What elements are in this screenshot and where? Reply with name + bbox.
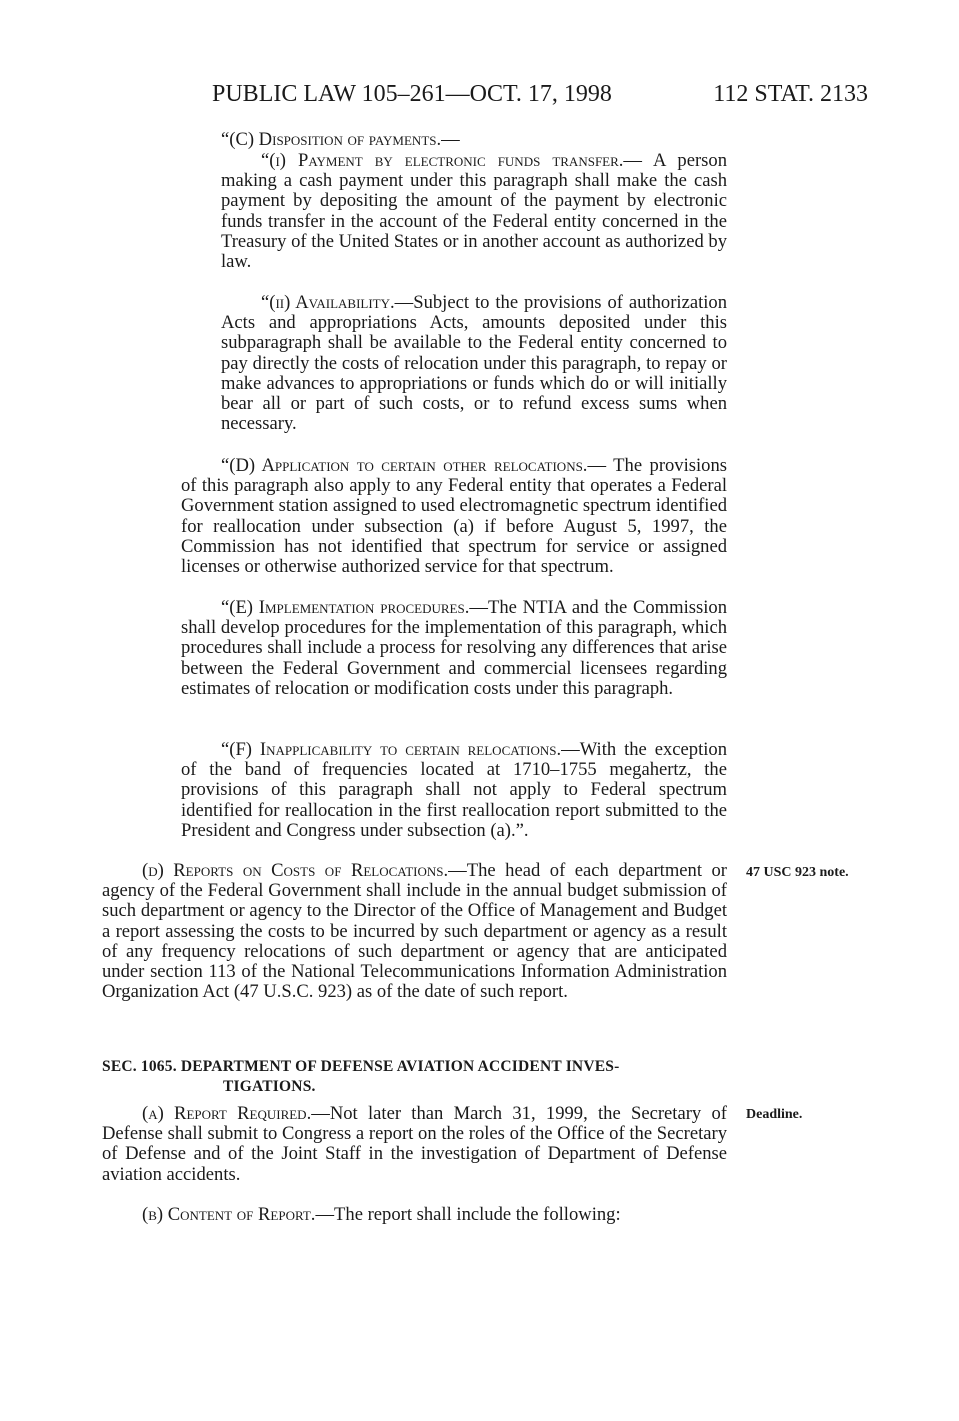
subsection-a-heading: (a) Report Required. bbox=[142, 1103, 312, 1124]
clause-c-i-heading: “(i) Payment by electronic funds transfer.— bbox=[261, 150, 643, 171]
subparagraph-e-heading: “(E) Implementation procedures. bbox=[221, 597, 470, 618]
subsection-d bbox=[102, 861, 727, 1002]
header-stat-page: 112 STAT. 2133 bbox=[713, 81, 868, 107]
running-header bbox=[212, 76, 868, 112]
subparagraph-d-text: The provisions of this paragraph also apply to any Federal entity that operates a Federal Government station assigned to used electromagnetic spectrum identified for reallocation under subsection (a) if before August 5, 1997, the Commission has not identified that spectrum for service or assigned licenses or otherwise authorized service for that spectrum. bbox=[181, 455, 727, 578]
subsection-d-heading: (d) Reports on Costs of Relocations. bbox=[142, 860, 449, 881]
section-heading-line-2: TIGATIONS. bbox=[223, 1078, 316, 1095]
clause-c-i-text: A person making a cash payment under this paragraph shall make the cash payment by depositing the amount of the payment by electronic funds transfer in the account of the Federal entity concerned in the Treasury of the United States or in another account as authorized by law. bbox=[221, 150, 727, 273]
subsection-b bbox=[102, 1205, 727, 1225]
subparagraph-d bbox=[181, 456, 727, 577]
section-1065-heading bbox=[102, 1057, 727, 1097]
subparagraph-f-text: —With the exception of the band of frequencies located at 1710–1755 megahertz, the provisions of this paragraph shall not apply to Federal spectrum identified for reallocation in the first reallocation report submitted to the President and Congress under subsection (a).”. bbox=[181, 739, 727, 841]
subparagraph-c-heading: “(C) Disposition of payments.— bbox=[221, 129, 460, 150]
margin-note-usc: 47 USC 923 note. bbox=[746, 865, 849, 880]
subparagraph-f bbox=[181, 740, 727, 841]
subsection-b-text: —The report shall include the following: bbox=[315, 1204, 621, 1225]
clause-c-i bbox=[221, 151, 727, 272]
subsection-d-text: —The head of each department or agency of the Federal Government shall include in the annual budget submission of such department or agency to the Director of the Office of Management and Budget a report assessing the costs to be incurred by such department or agency as a result of any frequency relocations of such department or agency that are anticipated under section 113 of the National Telecommunications Information Administration Organization Act (47 U.S.C. 923) as of the date of such report. bbox=[102, 860, 728, 1003]
subparagraph-f-heading: “(F) Inapplicability to certain relocations. bbox=[221, 739, 562, 760]
subsection-a-text: —Not later than March 31, 1999, the Secretary of Defense shall submit to Congress a report on the roles of the Office of the Secretary of Defense and of the Joint Staff in the investigation of Department of Defense aviation accidents. bbox=[102, 1103, 727, 1185]
subsection-a bbox=[102, 1104, 727, 1185]
clause-c-ii bbox=[221, 293, 727, 434]
subparagraph-d-heading: “(D) Application to certain other relocations.— bbox=[221, 455, 607, 476]
clause-c-ii-heading: “(ii) Availability. bbox=[261, 292, 395, 313]
margin-note-deadline: Deadline. bbox=[746, 1107, 803, 1122]
subparagraph-e bbox=[181, 598, 727, 699]
subparagraph-c bbox=[221, 130, 727, 150]
header-law-citation: PUBLIC LAW 105–261—OCT. 17, 1998 bbox=[212, 81, 612, 107]
subparagraph-e-text: —The NTIA and the Commission shall develop procedures for the implementation of this paragraph, which procedures shall include a process for resolving any differences that arise between the Federal Government and commercial licensees regarding estimates of relocation or modification costs under this paragraph. bbox=[181, 597, 728, 699]
subsection-b-heading: (b) Content of Report. bbox=[142, 1204, 316, 1225]
section-heading-line-1: SEC. 1065. DEPARTMENT OF DEFENSE AVIATION ACCIDENT INVES- bbox=[102, 1058, 620, 1075]
clause-c-ii-text: —Subject to the provisions of authorization Acts and appropriations Acts, amounts deposited under this subparagraph shall be available to the Federal entity concerned to pay directly the costs of relocation under this paragraph, to repay or make advances to appropriations or funds which do or will initially bear all or part of such costs, or to refund excess sums when necessary. bbox=[221, 292, 727, 435]
